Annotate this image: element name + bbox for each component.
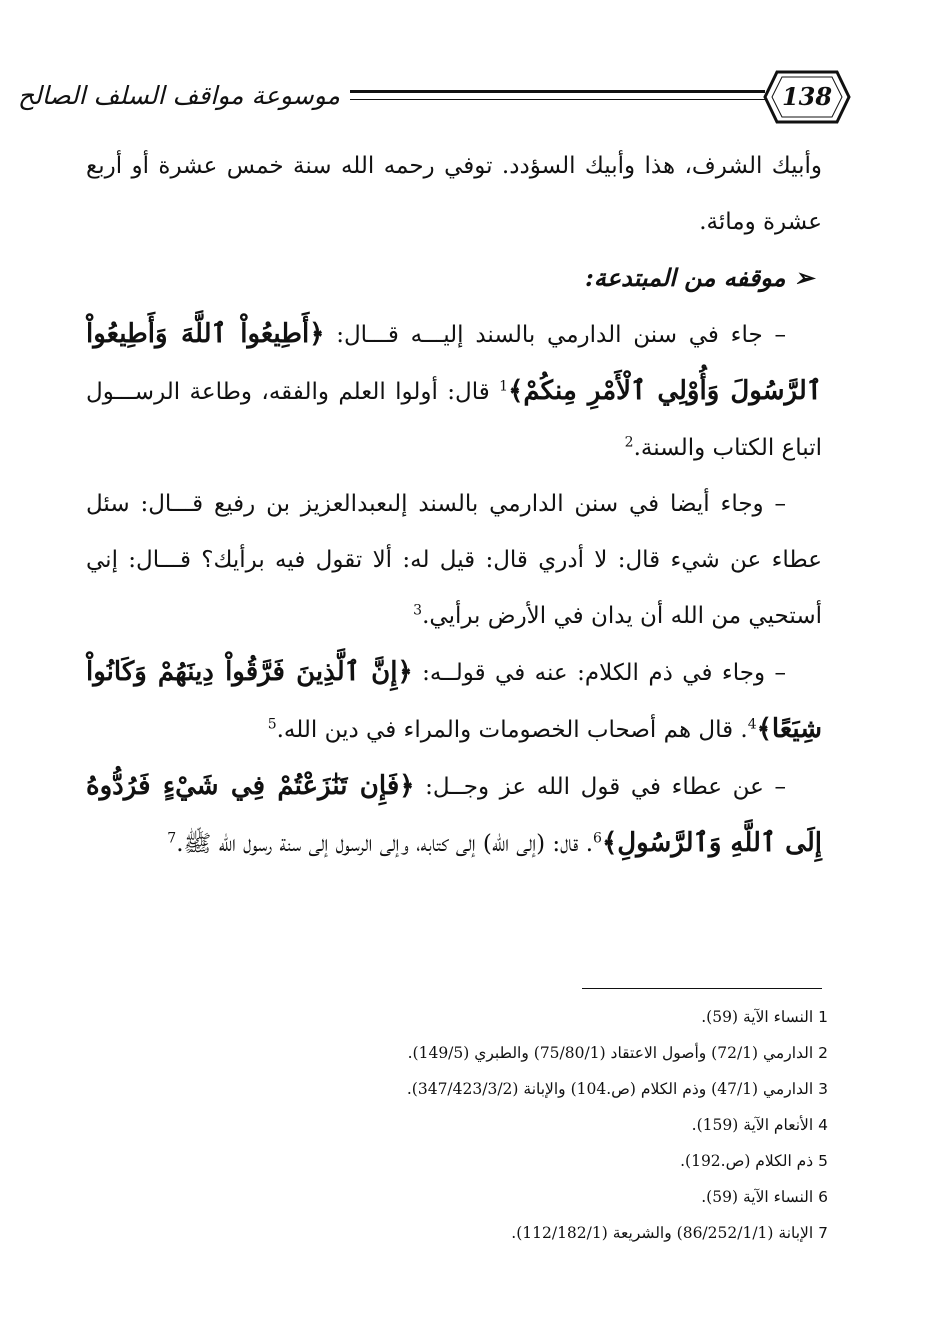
footnote-ref-6[interactable]: 6 [593, 830, 602, 847]
footnote-item [200, 1036, 828, 1072]
section-heading [86, 250, 822, 306]
footnote-number: 1 [818, 1008, 828, 1026]
book-title: موسوعة مواقف السلف الصالح [17, 81, 340, 110]
p2-text: – وجاء أيضا في سنن الدارمي بالسند إلىعبدالعزيز بن رفيع قـــال: سئل عطاء عن شيء قال: لا أدري قال: قيل له: ألا تقول فيه برأيك؟ قـــال: إني أستحيي من الله أن يدان في الأرض برأيي. [86, 491, 822, 629]
heading-text: موقفه من المبتدعة: [584, 263, 786, 292]
footnote-ref-4[interactable]: 4 [747, 716, 757, 733]
footnote-text: الإبانة (86/252/1/1) والشريعة (112/182/1). [511, 1224, 814, 1242]
footnote-ref-5[interactable]: 5 [267, 716, 277, 733]
footnote-item [200, 1072, 828, 1108]
paragraph-4 [86, 758, 822, 872]
footnote-text: ذم الكلام (ص.192). [680, 1152, 814, 1170]
quran-verse-1: ﴿أَطِيعُواْ ٱللَّهَ وَأَطِيعُواْ ٱلرَّسُولَ وَأُوْلِي ٱلْأَمْرِ مِنكُمْ﴾ [86, 319, 822, 406]
header-rule [350, 90, 765, 100]
page-header [17, 68, 850, 130]
main-text [86, 138, 822, 872]
footnote-ref-2[interactable]: 2 [624, 434, 634, 451]
footnote-item [200, 1000, 828, 1036]
footnote-ref-1[interactable]: 1 [499, 378, 509, 395]
page-number: 138 [781, 82, 833, 111]
text-line: وأبيك الشرف، هذا وأبيك السؤدد. توفي رحمه الله سنة خمس عشرة أو أربع عشرة ومائة. [86, 153, 822, 235]
p3-end: . قال هم أصحاب الخصومات والمراء في دين الله. [276, 717, 748, 743]
footnotes [200, 1000, 828, 1252]
p1-end: قال: أولوا العلم والفقه، وطاعة الرســـول اتباع الكتاب والسنة. [86, 379, 822, 461]
footnote-number: 4 [818, 1116, 828, 1134]
footnote-ref-3[interactable]: 3 [413, 602, 423, 619]
footnote-number: 3 [818, 1080, 828, 1098]
footnote-item [200, 1108, 828, 1144]
footnote-separator [582, 988, 822, 989]
footnote-item [200, 1144, 828, 1180]
footnote-item [200, 1216, 828, 1252]
p3-start: – وجاء في ذم الكلام: عنه في قولــه: [422, 660, 786, 686]
page-number-badge [763, 68, 851, 126]
footnote-ref-7[interactable]: 7 [167, 830, 177, 847]
paragraph-1 [86, 306, 822, 476]
footnote-text: النساء الآية (59). [701, 1188, 814, 1206]
arrow-bullet-icon: ➢ [793, 263, 814, 292]
footnote-text: الدارمي (72/1) وأصول الاعتقاد (75/80/1) والطبري (149/5). [407, 1044, 814, 1062]
paragraph-2 [86, 476, 822, 644]
paragraph-3 [86, 644, 822, 758]
footnote-number: 6 [818, 1188, 828, 1206]
footnote-text: النساء الآية (59). [701, 1008, 814, 1026]
footnote-text: الدارمي (47/1) وذم الكلام (ص.104) والإبانة (347/423/3/2). [406, 1080, 814, 1098]
p4-start: – عن عطاء في قول الله عز وجــل: [425, 774, 786, 800]
footnote-number: 5 [818, 1152, 828, 1170]
quran-verse-2: ﴿إِنَّ ٱلَّذِينَ فَرَّقُواْ دِينَهُمْ وَكَانُواْ شِيَعًا﴾ [86, 657, 822, 744]
p1-start: – جاء في سنن الدارمي بالسند إليـــه قـــال: [336, 322, 786, 348]
paragraph-continued [86, 138, 822, 250]
footnote-number: 7 [818, 1224, 828, 1242]
footnote-number: 2 [818, 1044, 828, 1062]
footnote-item [200, 1180, 828, 1216]
p4-end: . قال: (إلى الله) إلى كتابه، وإلى الرسول إلى سنة رسول الله ﷺ. [176, 831, 594, 857]
footnote-text: الأنعام الآية (159). [691, 1116, 814, 1134]
quran-verse-3: ﴿فَإِن تَنَٰزَعْتُمْ فِي شَيْءٍ فَرُدُّوهُ إِلَى ٱللَّهِ وَٱلرَّسُولِ﴾ [86, 771, 822, 858]
